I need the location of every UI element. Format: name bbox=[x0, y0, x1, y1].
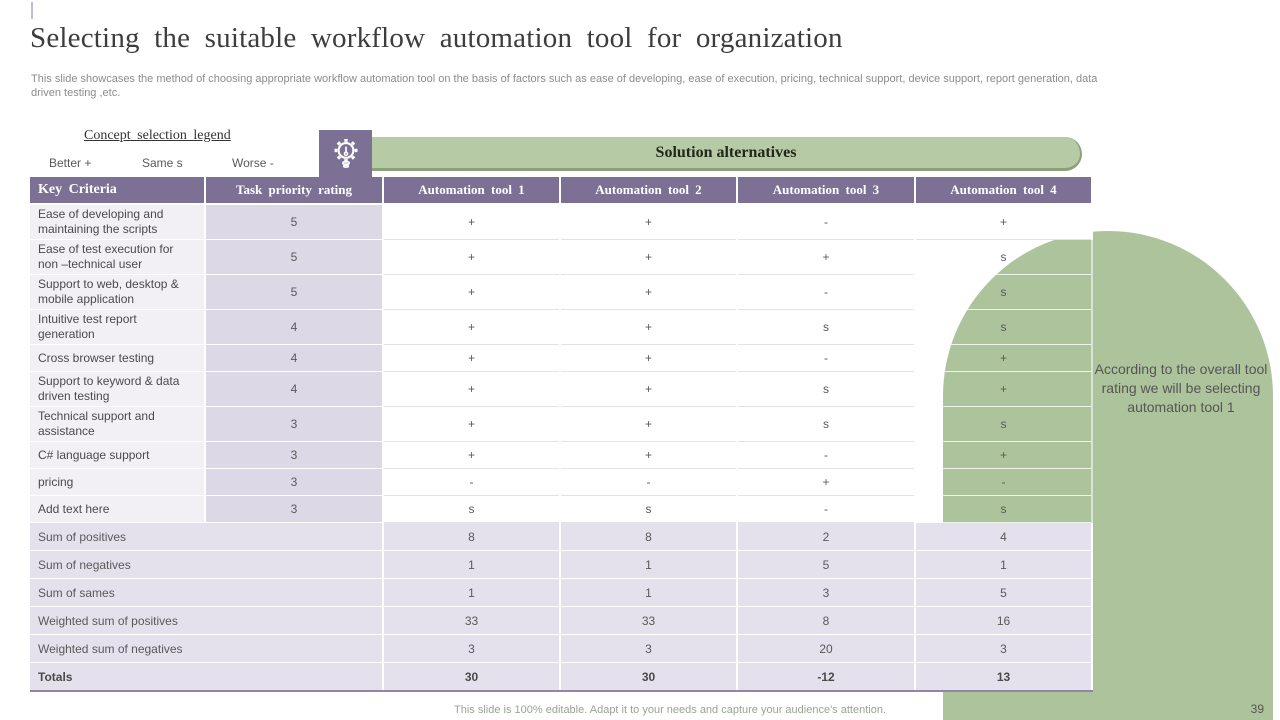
value-cell: + bbox=[383, 275, 560, 310]
value-cell: + bbox=[560, 275, 737, 310]
rating-cell: 4 bbox=[205, 372, 383, 407]
value-cell: s bbox=[560, 496, 737, 523]
value-cell: + bbox=[560, 407, 737, 442]
criteria-cell: Ease of developing and maintaining the scripts bbox=[30, 204, 205, 240]
criteria-row bbox=[30, 496, 1092, 523]
value-cell: s bbox=[737, 310, 915, 345]
summary-value-cell: 1 bbox=[383, 579, 560, 607]
rating-cell: 3 bbox=[205, 496, 383, 523]
value-cell: s bbox=[915, 496, 1092, 523]
summary-row bbox=[30, 607, 1092, 635]
callout-text: According to the overall tool rating we will be selecting automation tool 1 bbox=[1094, 361, 1268, 415]
value-cell: - bbox=[383, 469, 560, 496]
criteria-cell: Support to keyword & data driven testing bbox=[30, 372, 205, 407]
summary-value-cell: 2 bbox=[737, 523, 915, 551]
value-cell: - bbox=[737, 275, 915, 310]
rating-cell: 4 bbox=[205, 345, 383, 372]
legend-title: Concept selection legend bbox=[84, 128, 231, 143]
summary-value-cell: 33 bbox=[383, 607, 560, 635]
summary-value-cell: 30 bbox=[560, 663, 737, 692]
rating-cell: 5 bbox=[205, 204, 383, 240]
table-header-row bbox=[30, 177, 1092, 204]
criteria-cell: Add text here bbox=[30, 496, 205, 523]
value-cell: + bbox=[560, 442, 737, 469]
rating-cell: 3 bbox=[205, 469, 383, 496]
value-cell: + bbox=[737, 469, 915, 496]
value-cell: + bbox=[560, 204, 737, 240]
banner-label: Solution alternatives bbox=[655, 143, 797, 161]
summary-label-cell: Weighted sum of positives bbox=[30, 607, 383, 635]
summary-row bbox=[30, 523, 1092, 551]
column-header: Task priority rating bbox=[205, 177, 383, 204]
summary-value-cell: 1 bbox=[560, 551, 737, 579]
value-cell: + bbox=[383, 240, 560, 275]
value-cell: s bbox=[383, 496, 560, 523]
value-cell: s bbox=[737, 372, 915, 407]
criteria-row bbox=[30, 407, 1092, 442]
legend-item-same: Same s bbox=[142, 156, 183, 170]
summary-value-cell: 20 bbox=[737, 635, 915, 663]
value-cell: + bbox=[560, 372, 737, 407]
value-cell: + bbox=[915, 345, 1092, 372]
solution-alternatives-banner bbox=[372, 137, 1082, 171]
summary-label-cell: Totals bbox=[30, 663, 383, 692]
summary-value-cell: 16 bbox=[915, 607, 1092, 635]
value-cell: + bbox=[560, 240, 737, 275]
criteria-cell: Technical support and assistance bbox=[30, 407, 205, 442]
rating-cell: 5 bbox=[205, 240, 383, 275]
value-cell: - bbox=[560, 469, 737, 496]
criteria-cell: C# language support bbox=[30, 442, 205, 469]
summary-value-cell: 3 bbox=[383, 635, 560, 663]
page-number: 39 bbox=[1250, 702, 1264, 716]
summary-value-cell: 30 bbox=[383, 663, 560, 692]
value-cell: + bbox=[383, 204, 560, 240]
summary-value-cell: 4 bbox=[915, 523, 1092, 551]
value-cell: s bbox=[915, 310, 1092, 345]
page-title: Selecting the suitable workflow automation tool for organization bbox=[30, 22, 843, 54]
value-cell: + bbox=[915, 372, 1092, 407]
summary-row bbox=[30, 579, 1092, 607]
rating-cell: 5 bbox=[205, 275, 383, 310]
summary-label-cell: Sum of sames bbox=[30, 579, 383, 607]
table-body bbox=[30, 204, 1092, 691]
footer-note: This slide is 100% editable. Adapt it to your needs and capture your audience's attention. bbox=[454, 704, 886, 716]
summary-value-cell: 1 bbox=[560, 579, 737, 607]
summary-label-cell: Sum of positives bbox=[30, 523, 383, 551]
criteria-row bbox=[30, 240, 1092, 275]
criteria-cell: Ease of test execution for non –technical user bbox=[30, 240, 205, 275]
criteria-row bbox=[30, 469, 1092, 496]
summary-value-cell: 5 bbox=[737, 551, 915, 579]
criteria-cell: Cross browser testing bbox=[30, 345, 205, 372]
slide-description: This slide showcases the method of choosing appropriate workflow automation tool on the basis of factors such as ease of developing, ease of execution, pricing, technical support, device support, report generation, data driven testing ,etc. bbox=[31, 73, 1098, 99]
summary-value-cell: 13 bbox=[915, 663, 1092, 692]
column-header: Automation tool 1 bbox=[383, 177, 560, 204]
column-header: Automation tool 4 bbox=[915, 177, 1092, 204]
legend-item-worse: Worse - bbox=[232, 156, 274, 170]
summary-value-cell: 1 bbox=[915, 551, 1092, 579]
value-cell: + bbox=[915, 442, 1092, 469]
criteria-row bbox=[30, 372, 1092, 407]
value-cell: - bbox=[737, 345, 915, 372]
value-cell: - bbox=[915, 469, 1092, 496]
summary-row bbox=[30, 635, 1092, 663]
summary-row bbox=[30, 551, 1092, 579]
value-cell: + bbox=[383, 345, 560, 372]
summary-value-cell: 3 bbox=[737, 579, 915, 607]
summary-value-cell: 8 bbox=[737, 607, 915, 635]
column-header: Automation tool 2 bbox=[560, 177, 737, 204]
summary-value-cell: 3 bbox=[915, 635, 1092, 663]
column-header: Automation tool 3 bbox=[737, 177, 915, 204]
summary-value-cell: -12 bbox=[737, 663, 915, 692]
value-cell: - bbox=[737, 204, 915, 240]
value-cell: s bbox=[737, 407, 915, 442]
summary-value-cell: 8 bbox=[383, 523, 560, 551]
rating-cell: 3 bbox=[205, 407, 383, 442]
value-cell: + bbox=[383, 442, 560, 469]
accent-tick bbox=[31, 2, 33, 19]
criteria-row bbox=[30, 204, 1092, 240]
summary-label-cell: Weighted sum of negatives bbox=[30, 635, 383, 663]
value-cell: + bbox=[560, 310, 737, 345]
criteria-row bbox=[30, 310, 1092, 345]
legend-item-better: Better + bbox=[49, 156, 92, 170]
criteria-row bbox=[30, 275, 1092, 310]
concept-selection-table bbox=[30, 177, 1093, 692]
summary-label-cell: Sum of negatives bbox=[30, 551, 383, 579]
value-cell: - bbox=[737, 496, 915, 523]
criteria-cell: pricing bbox=[30, 469, 205, 496]
value-cell: + bbox=[383, 372, 560, 407]
summary-value-cell: 5 bbox=[915, 579, 1092, 607]
summary-value-cell: 33 bbox=[560, 607, 737, 635]
totals-row bbox=[30, 663, 1092, 692]
summary-value-cell: 3 bbox=[560, 635, 737, 663]
criteria-cell: Support to web, desktop & mobile application bbox=[30, 275, 205, 310]
value-cell: s bbox=[915, 240, 1092, 275]
rating-cell: 3 bbox=[205, 442, 383, 469]
value-cell: s bbox=[915, 407, 1092, 442]
summary-value-cell: 8 bbox=[560, 523, 737, 551]
value-cell: + bbox=[737, 240, 915, 275]
criteria-cell: Intuitive test report generation bbox=[30, 310, 205, 345]
column-header: Key Criteria bbox=[30, 177, 205, 204]
value-cell: + bbox=[383, 310, 560, 345]
value-cell: + bbox=[560, 345, 737, 372]
summary-value-cell: 1 bbox=[383, 551, 560, 579]
rating-cell: 4 bbox=[205, 310, 383, 345]
value-cell: + bbox=[383, 407, 560, 442]
criteria-row bbox=[30, 345, 1092, 372]
criteria-row bbox=[30, 442, 1092, 469]
value-cell: s bbox=[915, 275, 1092, 310]
value-cell: + bbox=[915, 204, 1092, 240]
value-cell: - bbox=[737, 442, 915, 469]
gear-lightbulb-icon bbox=[319, 130, 372, 177]
